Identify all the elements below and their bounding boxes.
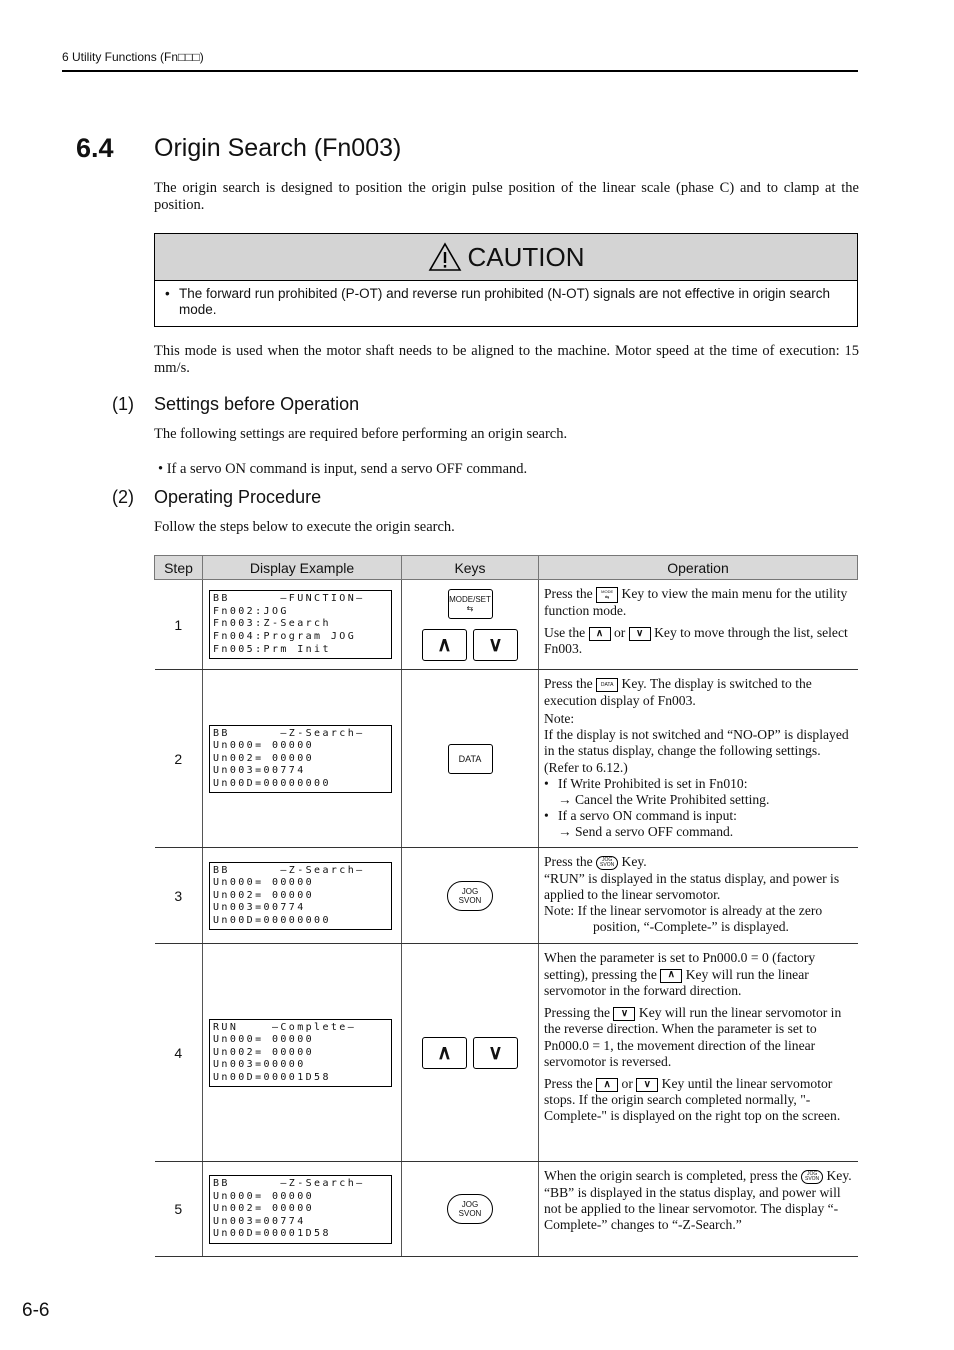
step-number: 5 [155, 1162, 203, 1257]
jog-svon-key-icon: JOG SVON [596, 856, 618, 870]
down-key-icon: ∨ [613, 1007, 635, 1021]
header-step: Step [155, 556, 203, 580]
up-key-icon: ∧ [589, 627, 611, 641]
data-key-icon: DATA [448, 744, 493, 774]
keys-cell [402, 1162, 539, 1257]
subsection-title: Operating Procedure [154, 487, 322, 507]
step-number: 2 [155, 670, 203, 848]
subsection-settings [112, 394, 359, 415]
subsection-title: Settings before Operation [154, 394, 360, 414]
subsection-number: (1) [112, 394, 134, 414]
caution-bullet: • [165, 286, 170, 301]
operation-cell: Press the DATA Key. The display is switched to the execution display of Fn003. Note: If the display is not switched and “NO-OP” is displayed in the status display, change the following settings. (Refer to 6.12.) • If Write Prohibited is set in Fn010: → Cancel the Write Prohibited setting. • If a servo ON command is input: → Send a servo OFF command. [539, 670, 858, 848]
display-cell [203, 1162, 402, 1257]
jog-svon-key-icon: JOG SVON [447, 881, 493, 911]
data-key-icon: DATA [596, 678, 618, 692]
running-header: 6 Utility Functions (Fn□□□) [62, 50, 204, 64]
caution-box [154, 233, 858, 327]
up-key-icon: ∧ [660, 969, 682, 983]
down-key-icon: ∨ [473, 629, 518, 661]
table-row [155, 670, 858, 848]
up-key-icon: ∧ [422, 1037, 467, 1069]
page-number: 6-6 [22, 1300, 50, 1321]
subsection-procedure [112, 487, 321, 508]
up-key-icon: ∧ [596, 1078, 618, 1092]
lcd-display: BB —Z-Search— Un000= 00000 Un002= 00000 Un003=00774 Un00D=00001D58 [209, 1175, 392, 1244]
display-cell [203, 848, 402, 944]
operation-cell: When the origin search is completed, press the JOG SVON Key. “BB” is displayed in the status display, and power will not be applied to the linear servomotor. The display “-Complete-” changes to “-Z-Search.” [539, 1162, 858, 1257]
jog-svon-key-icon: JOG SVON [447, 1194, 493, 1224]
subsection-number: (2) [112, 487, 134, 507]
keys-cell [402, 580, 539, 670]
intro-paragraph: The origin search is designed to position the origin pulse position of the linear scale (phase C) and to clamp at the position. [154, 180, 859, 213]
display-cell [203, 944, 402, 1162]
mode-paragraph: This mode is used when the motor shaft needs to be aligned to the machine. Motor speed at the time of execution: 15 mm/s. [154, 343, 859, 376]
header-keys: Keys [402, 556, 539, 580]
display-cell [203, 580, 402, 670]
header-display: Display Example [203, 556, 402, 580]
lcd-display: BB —Z-Search— Un000= 00000 Un002= 00000 Un003=00774 Un00D=00000000 [209, 862, 392, 931]
section-number: 6.4 [76, 133, 114, 163]
keys-cell [402, 848, 539, 944]
caution-body [155, 281, 857, 318]
settings-paragraph: The following settings are required before performing an origin search. [154, 426, 568, 442]
lcd-display: BB —FUNCTION— Fn002:JOG Fn003:Z-Search Fn004:Program JOG Fn005:Prm Init [209, 590, 392, 659]
operation-cell: When the parameter is set to Pn000.0 = 0 (factory setting), pressing the ∧ Key will run the linear servomotor in the forward direction. Pressing the ∨ Key will run the linear servomotor in the reverse direction. When the parameter is set to Pn000.0 = 1, the movement direction of the linear servomotor is reversed. Press the ∧ or ∨ Key until the linear servomotor stops. If the origin search completed normally, "-Complete-" is displayed on the right top on the screen. [539, 944, 858, 1162]
table-row [155, 1162, 858, 1257]
step-number: 4 [155, 944, 203, 1162]
header-rule [62, 70, 858, 72]
settings-bullet: • If a servo ON command is input, send a servo OFF command. [158, 461, 528, 477]
section-title: Origin Search (Fn003) [154, 134, 402, 162]
operation-cell: Press the JOG SVON Key. “RUN” is displayed in the status display, and power is applied to the linear servomotor. Note: If the linear servomotor is already at the zero position, “-Complete-” is displayed. [539, 848, 858, 944]
operation-cell: Press the MODE ⇆ Key to view the main menu for the utility function mode. Use the ∧ or ∨ Key to move through the list, select Fn003. [539, 580, 858, 670]
caution-header [155, 234, 857, 281]
procedure-table [154, 555, 858, 1257]
jog-svon-key-icon: JOG SVON [801, 1170, 823, 1184]
display-cell [203, 670, 402, 848]
table-row [155, 580, 858, 670]
lcd-display: RUN —Complete— Un000= 00000 Un002= 00000 Un003=00000 Un00D=00001D58 [209, 1019, 392, 1088]
caution-text: The forward run prohibited (P-OT) and reverse run prohibited (N-OT) signals are not effective in origin search mode. [179, 286, 831, 317]
down-key-icon: ∨ [636, 1078, 658, 1092]
table-row [155, 848, 858, 944]
mode-set-key-icon: MODE ⇆ [596, 587, 618, 603]
up-key-icon: ∧ [422, 629, 467, 661]
step-number: 1 [155, 580, 203, 670]
procedure-paragraph: Follow the steps below to execute the origin search. [154, 519, 455, 535]
warning-triangle-icon [428, 242, 462, 272]
mode-set-key-icon: MODE/SET ⇆ [448, 589, 493, 619]
lcd-display: BB —Z-Search— Un000= 00000 Un002= 00000 Un003=00774 Un00D=00000000 [209, 725, 392, 794]
header-operation: Operation [539, 556, 858, 580]
caution-title: CAUTION [467, 241, 585, 272]
step-number: 3 [155, 848, 203, 944]
down-key-icon: ∨ [629, 627, 651, 641]
down-key-icon: ∨ [473, 1037, 518, 1069]
keys-cell [402, 670, 539, 848]
keys-cell [402, 944, 539, 1162]
table-header-row [155, 556, 858, 580]
table-row [155, 944, 858, 1162]
